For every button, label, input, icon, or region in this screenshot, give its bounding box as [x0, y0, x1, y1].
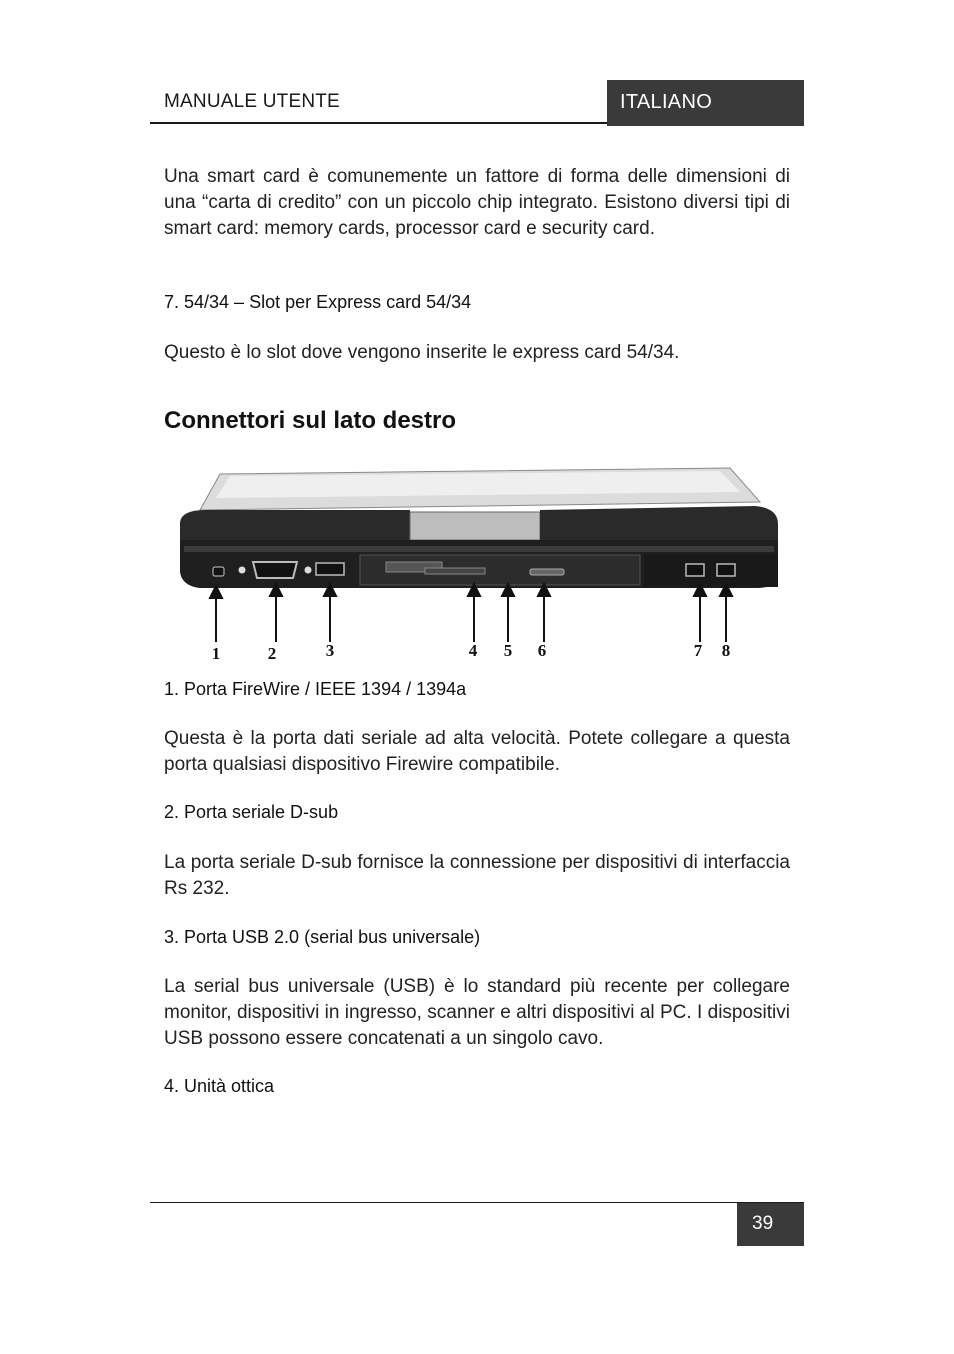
item7-text: Questo è lo slot dove vengono inserite le express card 54/34.	[164, 342, 680, 363]
laptop-illustration	[160, 462, 800, 667]
callout-6: 6	[537, 641, 547, 660]
section-title: Connettori sul lato destro	[164, 407, 457, 434]
page-number-box	[737, 1203, 804, 1246]
item1-text: Questa è la porta dati seriale ad alta velocità. Potete collegare a questa porta qualsiasi dispositivo Firewire compatibile.	[164, 728, 790, 775]
item7-title: 7. 54/34 – Slot per Express card 54/34	[164, 292, 472, 312]
usb-port-icon	[316, 563, 344, 575]
callout-2: 2	[267, 644, 277, 663]
item1-title: 1. Porta FireWire / IEEE 1394 / 1394a	[164, 679, 467, 699]
serial-port-icon	[253, 562, 297, 578]
page-number: 39	[752, 1213, 774, 1234]
laptop-right-side-figure	[160, 462, 800, 667]
callout-8: 8	[721, 641, 731, 660]
item2-title: 2. Porta seriale D-sub	[164, 802, 339, 822]
language-label: ITALIANO	[620, 91, 713, 113]
intro-paragraph: Una smart card è comunemente un fattore di forma delle dimensioni di una “carta di credito” con un piccolo chip integrato. Esistono diversi tipi di smart card: memory cards, processor card e security card.	[164, 166, 790, 239]
header-bar	[150, 80, 607, 124]
item2-text: La porta seriale D-sub fornisce la connessione per dispositivi di interfaccia Rs 232.	[164, 852, 790, 899]
callout-4: 4	[468, 641, 478, 660]
footer-rule	[150, 1202, 804, 1203]
callout-3: 3	[325, 641, 335, 660]
callout-5: 5	[503, 641, 513, 660]
modem-port-icon	[717, 564, 735, 576]
item3-text: La serial bus universale (USB) è lo standard più recente per collegare monitor, dispositivi in ingresso, scanner e altri dispositivi al PC. I dispositivi USB possono essere concatenati a un singolo cavo.	[164, 976, 790, 1049]
manual-title: MANUALE UTENTE	[164, 91, 340, 112]
item3-title: 3. Porta USB 2.0 (serial bus universale)	[164, 927, 481, 947]
callout-1: 1	[211, 644, 221, 663]
language-tab	[607, 80, 804, 126]
callout-7: 7	[693, 641, 703, 660]
lan-port-icon	[686, 564, 704, 576]
item4-title: 4. Unità ottica	[164, 1076, 275, 1096]
firewire-port-icon	[213, 567, 224, 576]
